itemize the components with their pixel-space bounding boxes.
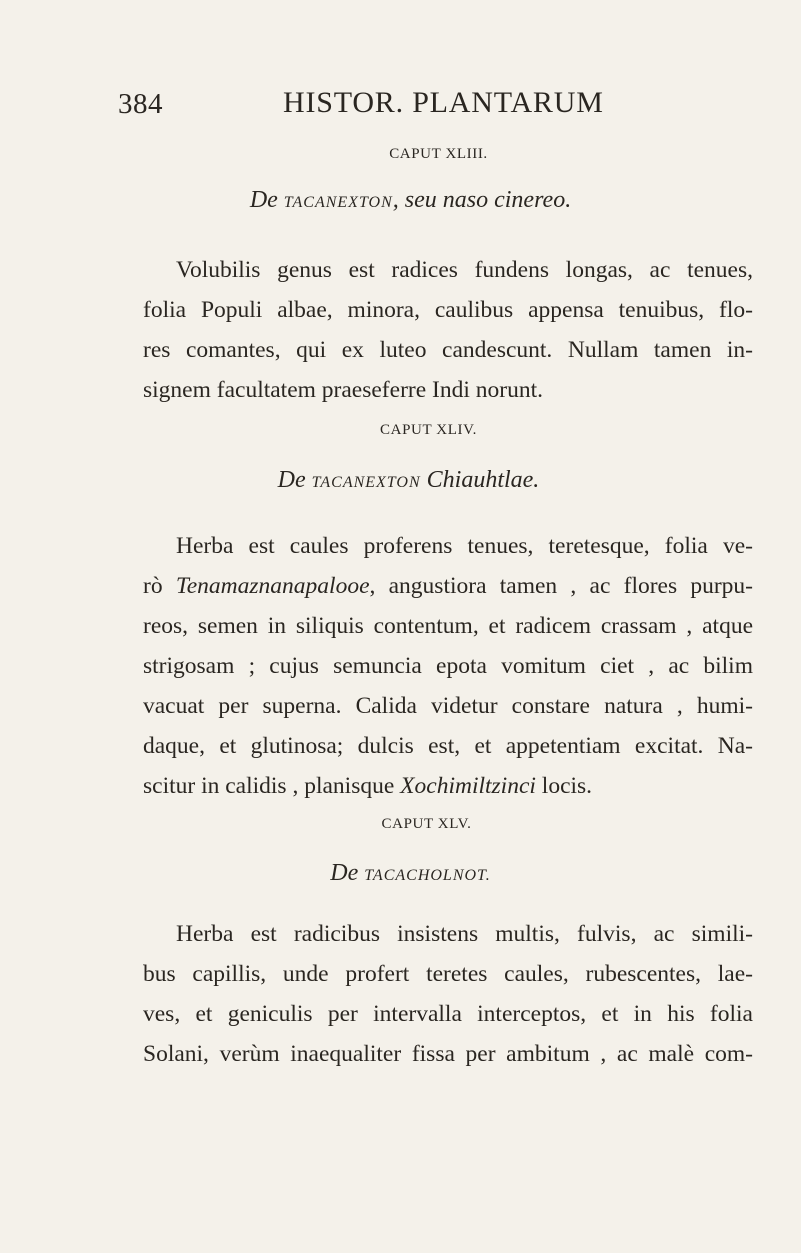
text-line [143,766,753,806]
text-line: Herba est radicibus insistens multis, fulvis, ac simili- [176,921,753,947]
chapter-title-plant-name: TACACHOLNOT. [364,867,491,884]
text-line [143,566,753,606]
chapter-title-plant-name: TACANEXTON [311,474,421,491]
text-line: bus capillis, unde profert teretes caules, rubescentes, lae- [143,961,753,987]
text-run: rò [143,573,176,599]
paragraph [143,914,753,1074]
chapter-title [10,860,801,887]
text-line: folia Populi albae, minora, caulibus appensa tenuibus, flo- [143,297,753,323]
paragraph [143,526,753,806]
chapter-title-prefix: De [330,860,359,886]
text-run: locis. [535,773,593,799]
running-head: HISTOR. PLANTARUM [283,86,604,119]
text-line: strigosam ; cujus semuncia epota vomitum ciet , ac bilim [143,653,753,679]
chapter-title-plant-name: TACANEXTON [283,194,393,211]
text-line: res comantes, qui ex luteo candescunt. Nullam tamen in- [143,337,753,363]
chapter-heading: CAPUT XLIV. [380,422,477,438]
text-run: scitur in calidis , planisque [143,773,401,799]
paragraph [143,250,753,410]
place-name-italic: Xochimiltzinci [400,773,536,799]
chapter-title [10,187,801,214]
chapter-title-prefix: De [277,467,306,493]
chapter-title-suffix: Chiauhtlae. [420,467,540,493]
text-line: reos, semen in siliquis contentum, et radicem crassam , atque [143,613,753,639]
text-line: vacuat per superna. Calida videtur constare natura , humi- [143,693,753,719]
text-line: daque, et glutinosa; dulcis est, et appetentiam excitat. Na- [143,733,753,759]
text-line: Herba est caules proferens tenues, teretesque, folia ve- [176,533,753,559]
text-line: signem facultatem praeseferre Indi norunt. [143,377,543,403]
text-line: ves, et geniculis per intervalla interceptos, et in his folia [143,1001,753,1027]
text-run: , angustiora tamen , ac flores purpu- [369,573,754,599]
chapter-title [8,467,801,494]
text-line: Volubilis genus est radices fundens longas, ac tenues, [176,257,753,283]
page-number: 384 [118,88,163,120]
chapter-title-suffix: , seu naso cinereo. [392,187,572,213]
chapter-title-prefix: De [249,187,278,213]
chapter-heading: CAPUT XLV. [381,816,472,832]
text-line: Solani, verùm inaequaliter fissa per ambitum , ac malè com- [143,1041,753,1067]
chapter-heading: CAPUT XLIII. [389,146,488,162]
plant-name-italic: Tenamaznanapalooe [175,573,370,599]
